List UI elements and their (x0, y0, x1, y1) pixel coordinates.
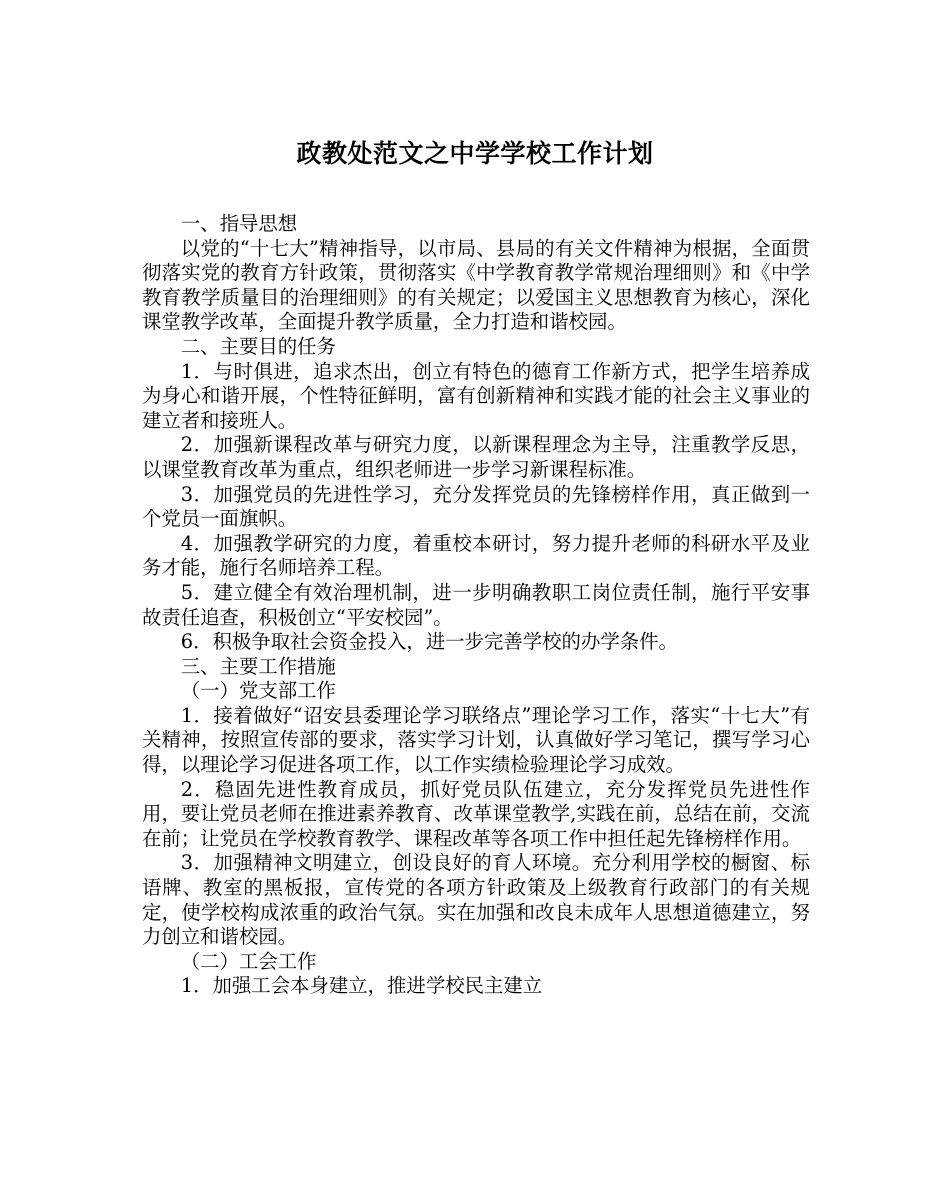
subheading-party-branch: （一）党支部工作 (180, 679, 336, 703)
heading-guiding-ideology: 一、指导思想 (180, 212, 298, 235)
document-body (142, 212, 810, 999)
goal-item-4: 4．加强教学研究的力度，着重校本研讨，努力提升老师的科研水平及业务才能，施行名师培养工程。 (142, 531, 810, 580)
party-item-3: 3．加强精神文明建立，创设良好的育人环境。充分利用学校的橱窗、标语牌、教室的黑板报，宣传党的各项方针政策及上级教育行政部门的有关规定，使学校构成浓重的政治气氛。实在加强和改良未成年人思想道德建立，努力创立和谐校园。 (142, 851, 810, 949)
heading-main-measures: 三、主要工作措施 (180, 654, 336, 678)
goal-item-3: 3．加强党员的先进性学习，充分发挥党员的先锋榜样作用，真正做到一个党员一面旗帜。 (142, 482, 810, 531)
document-title: 政教处范文之中学学校工作计划 (296, 139, 654, 168)
goal-item-1: 1．与时俱进，追求杰出，创立有特色的德育工作新方式，把学生培养成为身心和谐开展，个性特征鲜明，富有创新精神和实践才能的社会主义事业的建立者和接班人。 (142, 359, 810, 432)
party-item-2: 2．稳固先进性教育成员，抓好党员队伍建立，充分发挥党员先进性作用，要让党员老师在推进素养教育、改革课堂教学,实践在前，总结在前，交流在前；让党员在学校教育教学、课程改革等各项工作中担任起先锋榜样作用。 (142, 777, 810, 850)
goal-item-2: 2．加强新课程改革与研究力度，以新课程理念为主导，注重教学反思，以课堂教育改革为重点，组织老师进一步学习新课程标准。 (142, 433, 810, 481)
goal-item-5: 5．建立健全有效治理机制，进一步明确教职工岗位责任制，施行平安事故责任追查，积极创立“平安校园”。 (142, 580, 810, 629)
party-item-1: 1．接着做好“诏安县委理论学习联络点”理论学习工作，落实“十七大”有关精神，按照宣传部的要求，落实学习计划，认真做好学习笔记，撰写学习心得，以理论学习促进各项工作，以工作实绩检验理论学习成效。 (142, 703, 810, 777)
heading-main-goals: 二、主要目的任务 (180, 334, 336, 358)
goal-item-6: 6．积极争取社会资金投入，进一步完善学校的办学条件。 (180, 630, 678, 654)
subheading-union: （二）工会工作 (180, 949, 317, 973)
union-item-1: 1．加强工会本身建立，推进学校民主建立 (180, 974, 543, 998)
paragraph-guiding-ideology: 以党的“十七大”精神指导，以市局、县局的有关文件精神为根据，全面贯彻落实党的教育方针政策，贯彻落实《中学教育教学常规治理细则》和《中学教育教学质量目的治理细则》的有关规定；以爱国主义思想教育为核心，深化课堂教学改革，全面提升教学质量，全力打造和谐校园。 (142, 236, 810, 334)
